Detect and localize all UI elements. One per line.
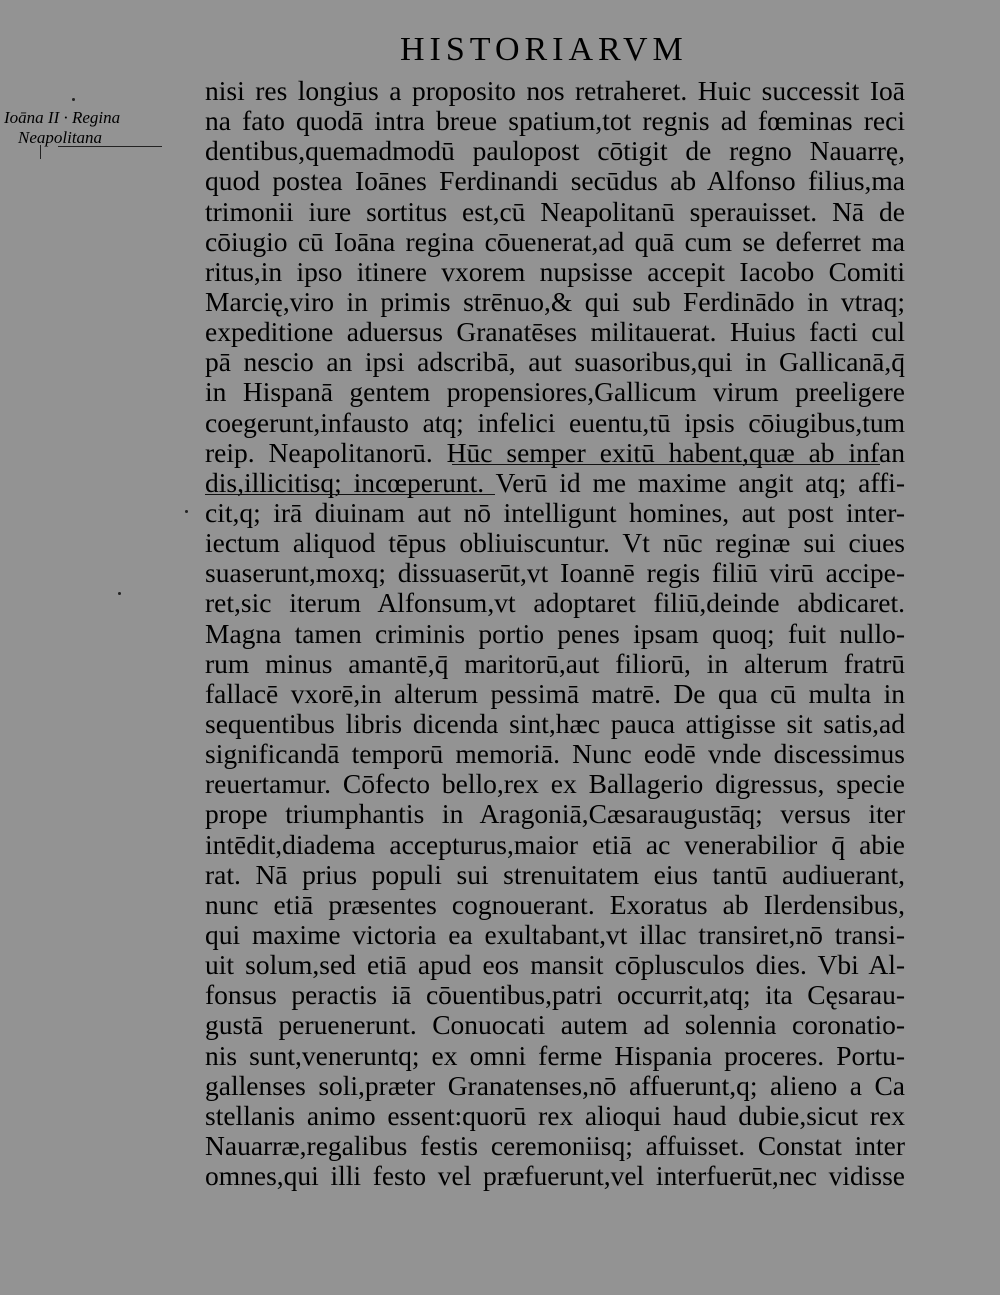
marginal-note-line-1: Ioāna II · Regina (4, 108, 121, 127)
text-line-18: ret,sic iterum Alfonsum,vt adoptaret filiū,deinde abdicaret. (205, 587, 905, 619)
text-line-11: in Hispanā gentem propensiores,Gallicum virum preeligere (205, 376, 905, 408)
text-line-14: dis,illicitisq; incœperunt. Verū id me maxime angit atq; affi- (205, 466, 905, 498)
text-line-3: dentibus,quemadmodū paulopost cōtigit de regno Nauarrę, (205, 135, 905, 167)
text-line-12: coegerunt,infausto atq; infelici euentu,tū ipsis cōiugibus,tum (205, 406, 905, 438)
text-line-6: cōiugio cū Ioāna regina cōuenerat,ad quā cum se deferret ma (205, 225, 905, 257)
text-line-25: prope triumphantis in Aragoniā,Cæsaraugustāq; versus iter (205, 798, 905, 830)
text-line-13: reip. Neapolitanorū. Hūc semper exitū habent,quæ ab infan (205, 436, 905, 468)
text-line-8: Marcię,viro in primis strēnuo,& qui sub Ferdinādo in vtraq; (205, 285, 905, 317)
running-head: HISTORIARVM (400, 31, 688, 68)
text-line-36: Nauarræ,regalibus festis ceremoniisq; affuisset. Constat inter (205, 1129, 905, 1161)
text-line-22: sequentibus libris dicenda sint,hæc pauca attigisse sit satis,ad (205, 707, 905, 739)
text-line-15: cit,q; irā diuinam aut nō intelligunt homines, aut post inter- (205, 496, 905, 528)
main-text-block (205, 76, 905, 1191)
ink-speck (72, 98, 75, 101)
text-line-5: trimonii iure sortitus est,cū Neapolitanū sperauisset. Nā de (205, 195, 905, 227)
text-line-16: iectum aliquod tēpus obliuiscuntur. Vt nūc reginæ sui ciues (205, 527, 905, 559)
text-line-30: uit solum,sed etiā apud eos mansit cōplusculos dies. Vbi Al- (205, 949, 905, 981)
text-line-28: nunc etiā præsentes cognouerant. Exoratus ab Ilerdensibus, (205, 888, 905, 920)
ink-speck (185, 510, 188, 513)
text-line-9: expeditione aduersus Granatēses militauerat. Huius facti cul (205, 316, 905, 348)
text-line-32: gustā peruenerunt. Conuocati autem ad solennia coronatio- (205, 1009, 905, 1041)
text-line-35: stellanis animo essent:quorū rex alioqui haud dubie,sicut rex (205, 1099, 905, 1131)
ink-speck (118, 592, 121, 595)
text-line-7: ritus,in ipso itinere vxorem nupsisse accepit Iacobo Comiti (205, 255, 905, 287)
text-line-27: rat. Nā prius populi sui strenuitatem eius tantū audiuerant, (205, 858, 905, 890)
text-line-19: Magna tamen criminis portio penes ipsam quoq; fuit nullo- (205, 617, 905, 649)
text-line-21: fallacē vxorē,in alterum pessimā matrē. De qua cū multa in (205, 677, 905, 709)
text-line-23: significandā temporū memoriā. Nunc eodē vnde discessimus (205, 738, 905, 770)
marginal-note (4, 108, 194, 148)
text-line-33: nis sunt,veneruntq; ex omni ferme Hispania proceres. Portu- (205, 1039, 905, 1071)
text-line-34: gallenses soli,præter Granatenses,nō affuerunt,q; alieno a Ca (205, 1069, 905, 1101)
marginal-note-tick (40, 145, 41, 159)
text-line-10: pā nescio an ipsi adscribā, aut suasoribus,qui in Gallicanā,q̄ (205, 346, 905, 378)
text-line-1: nisi res longius a proposito nos retraheret. Huic successit Ioā (205, 75, 905, 106)
text-line-31: fonsus peractis iā cōuentibus,patri occurrit,atq; ita Cęsarau- (205, 979, 905, 1011)
text-line-17: suaserunt,moxq; dissuaserūt,vt Ioannē regis filiū virū accipe- (205, 557, 905, 589)
text-line-4: quod postea Ioānes Ferdinandi secūdus ab Alfonso filius,ma (205, 165, 905, 197)
text-line-24: reuertamur. Cōfecto bello,rex ex Ballagerio digressus, specie (205, 768, 905, 800)
text-line-26: intēdit,diadema accepturus,maior etiā ac venerabilior q̄ abie (205, 828, 905, 860)
handwritten-underline (205, 494, 495, 495)
text-line-29: qui maxime victoria ea exultabant,vt illac transiret,nō transi- (205, 918, 905, 950)
marginal-note-underline (58, 146, 162, 147)
text-line-37: omnes,qui illi festo vel præfuerunt,vel interfuerūt,nec vidisse (205, 1160, 905, 1192)
handwritten-underline (452, 464, 880, 465)
text-line-20: rum minus amantē,q̄ maritorū,aut filiorū, in alterum fratrū (205, 647, 905, 679)
marginal-note-line-2: Neapolitana (18, 128, 103, 147)
text-line-2: na fato quodā intra breue spatium,tot regnis ad fœminas reci (205, 105, 905, 137)
